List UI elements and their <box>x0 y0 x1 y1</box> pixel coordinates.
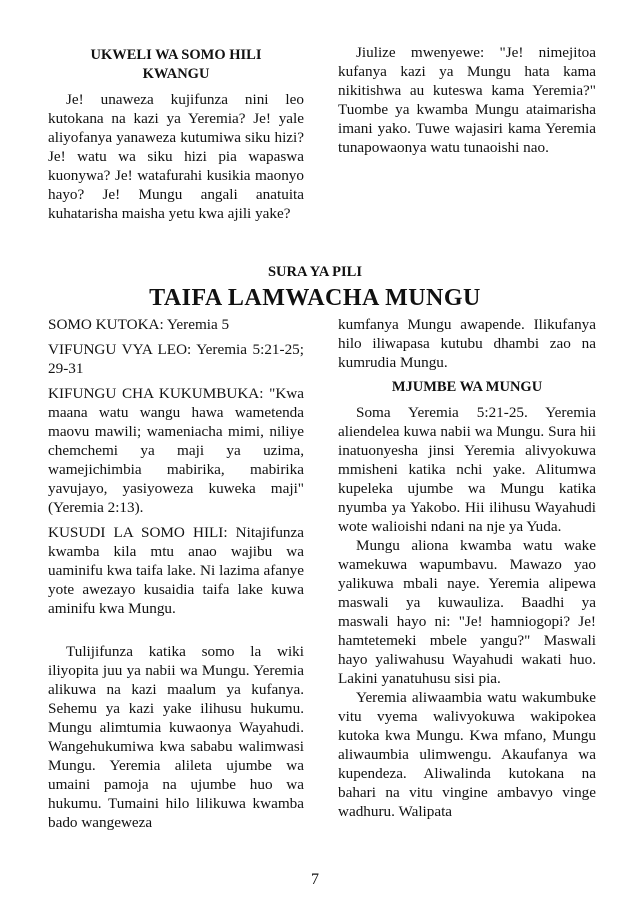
paragraph-continuation: kumfanya Mungu awapende. Ilikufanya hilo iliwapasa kutubu dhambi zao na kumrudia Mungu. <box>338 316 596 371</box>
paragraph-jiulize: Jiulize mwenyewe: "Je! nimejitoa kufanya kazi ya Mungu hata kama nikitishwa au kuteswa kama Yeremia?" Tuombe ya kwamba Mungu ataimarisha imani yako. Tuwe wajasiri kama Yeremia tunapowaonya watu tunaoishi nao. <box>338 44 596 156</box>
paragraph-soma-yeremia: Soma Yeremia 5:21-25. Yeremia aliendelea kuwa nabii wa Mungu. Sura hii inatuonyesha jinsi Yeremia alivyokuwa mmisheni katika nchi yake. Alitumwa kupeleka ujumbe wa Mungu katika nyumba ya Yakobo. Hii ilihusu Wayahudi wote walioishi ndani na nje ya Yuda. <box>338 404 596 535</box>
kusudi-la-somo: KUSUDI LA SOMO HILI: Nitajifunza kwamba kila mtu anao wajibu wa uaminifu kwa taifa lake. Ni lazima afanye yote awezayo kusaidia taifa lake kuwa aminifu kwa Mungu. <box>48 524 304 617</box>
vifungu-vya-leo: VIFUNGU VYA LEO: Yeremia 5:21-25; 29-31 <box>48 341 304 377</box>
top-left-column <box>48 46 304 223</box>
chapter-label: SURA YA PILI <box>267 264 363 280</box>
somo-kutoka: SOMO KUTOKA: Yeremia 5 <box>48 316 230 333</box>
bottom-left-column <box>48 315 304 832</box>
page-number: 7 <box>311 871 319 888</box>
paragraph-ukweli: Je! unaweza kujifunza nini leo kutokana na kazi ya Yeremia? Je! yale aliyofanya yanaweza kutumiwa siku hizi? Je! watu wa siku hizi pia wapaswa kuonywa? Je! watafurahi kusikia maonyo hayo? Je! Mungu angali anatuita kuhatarisha maisha yetu kwa ajili yake? <box>48 91 304 222</box>
top-right-column <box>338 43 596 157</box>
bottom-right-column <box>338 315 596 821</box>
kifungu-cha-kukumbuka: KIFUNGU CHA KUKUMBUKA: "Kwa maana watu wangu hawa wametenda maovu mawili; wameniacha mimi, niliye chemchemi ya maji ya uzima, wamejichimbia mabirika, mabirika yavujayo, yasiyoweza kuweka maji" (Yeremia 2:13). <box>48 385 304 516</box>
chapter-title: TAIFA LAMWACHA MUNGU <box>149 285 481 311</box>
paragraph-tulijifunza: Tulijifunza katika somo la wiki iliyopita juu ya nabii wa Mungu. Yeremia alikuwa na kazi maalum ya kufanya. Sehemu ya kazi yake ilihusu hukumu. Mungu alimtumia kuwaonya Wayahudi. Wangehukumiwa kwa sababu walimwasi Mungu. Yeremia alileta ujumbe wa umaini pamoja na ujumbe huo wa hukumu. Tumaini hilo lilikuwa kwamba bado wangeweza <box>48 643 304 831</box>
paragraph-mungu-aliona: Mungu aliona kwamba watu wake wamekuwa wapumbavu. Mawazo yao yalikuwa mbali naye. Yeremia alipewa maswali ya kuwauliza. Baadhi ya maswali hayo ni: "Je! hamniogopi? Je! hamtetemeki mbele yangu?" Maswali hayo yaliwahusu Wayahudi wakati huo. Lakini yanatuhusu sisi pia. <box>338 537 596 687</box>
section-heading-mjumbe: MJUMBE WA MUNGU <box>391 379 543 395</box>
section-heading-ukweli: UKWELI WA SOMO HILI KWANGU <box>90 47 262 82</box>
paragraph-yeremia-aliwaambia: Yeremia aliwaambia watu wakumbuke vitu vyema walivyokuwa wakipokea kutoka kwa Mungu. Kwa mfano, Mungu aliwaumbia ulimwengu. Akaufanya wa kupendeza. Aliwalinda kutokana na bahari na vitu vingine ambavyo vinge wadhuru. Walipata <box>338 689 596 820</box>
